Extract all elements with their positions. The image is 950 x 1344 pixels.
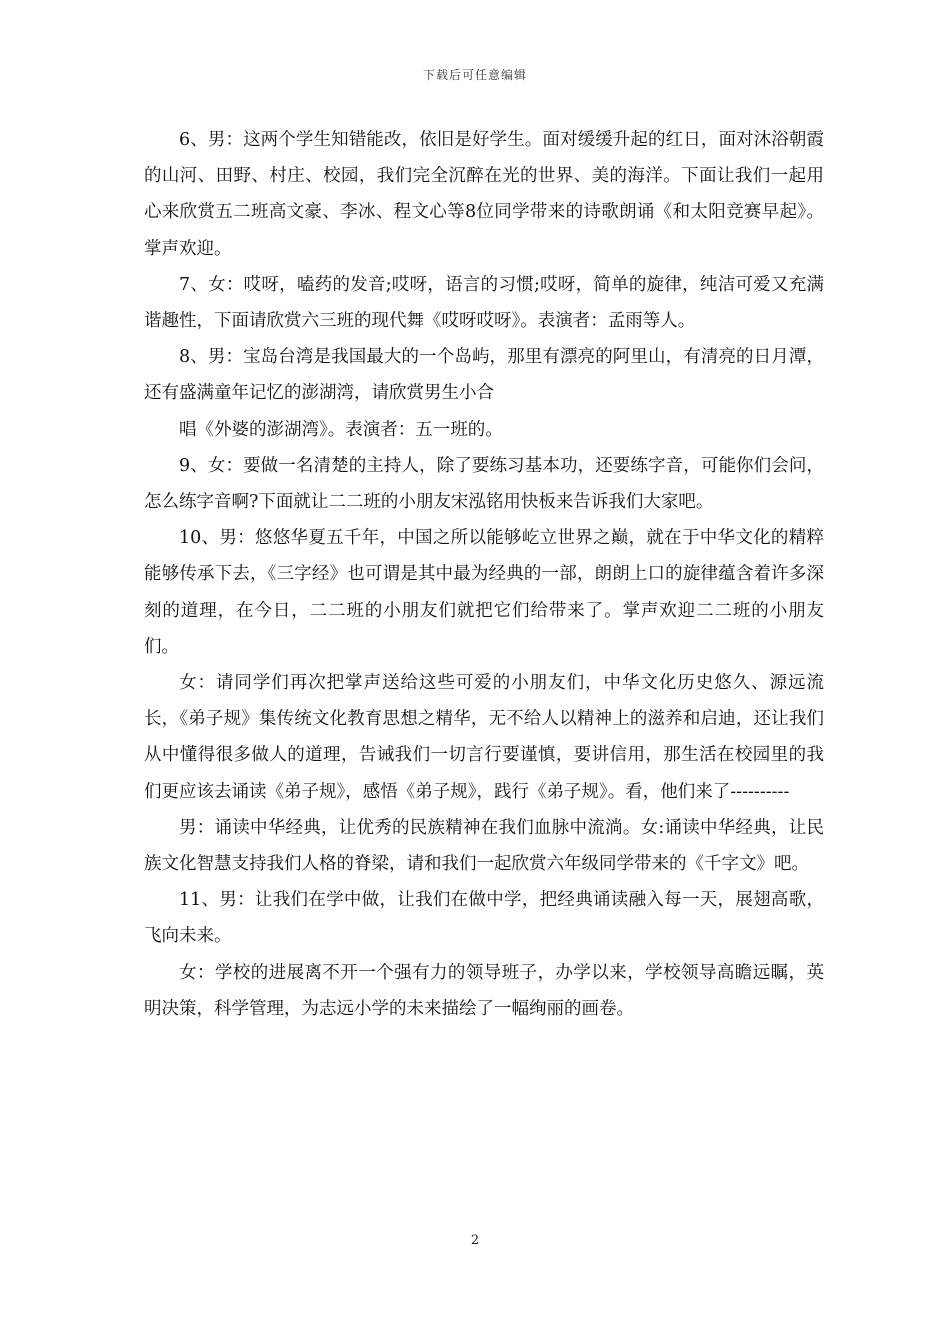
- page-number: 2: [470, 1233, 480, 1248]
- paragraph-8: 8、男：宝岛台湾是我国最大的一个岛屿，那里有漂亮的阿里山，有清亮的日月潭，还有盛满童年记忆的澎湖湾，请欣赏男生小合: [144, 347, 824, 404]
- page-header: 下载后可任意编辑: [422, 68, 527, 82]
- document-body: [144, 122, 824, 1027]
- paragraph-male-female-qianziwen: 男：诵读中华经典，让优秀的民族精神在我们血脉中流淌。女:诵读中华经典，让民族文化智慧支持我们人格的脊梁，请和我们一起欣赏六年级同学带来的《千字文》吧。: [144, 817, 824, 875]
- paragraph-7: 7、女：哎呀，嗑药的发音;哎呀，语言的习惯;哎呀，简单的旋律，纯洁可爱又充满谐趣性，下面请欣赏六三班的现代舞《哎呀哎呀》。表演者：孟雨等人。: [144, 274, 824, 332]
- paragraph-female-dizigui: 女：请同学们再次把掌声送给这些可爱的小朋友们，中华文化历史悠久、源远流长，《弟子规》集传统文化教育思想之精华，无不给人以精神上的滋养和启迪，还让我们从中懂得很多做人的道理，告诫我们一切言行要谨慎，要讲信用，那生活在校园里的我们更应该去诵读《弟子规》，感悟《弟子规》，践行《弟子规》。看，他们来了----------: [144, 673, 824, 802]
- paragraph-10: 10、男：悠悠华夏五千年，中国之所以能够屹立世界之巅，就在于中华文化的精粹能够传承下去，《三字经》也可谓是其中最为经典的一部，朗朗上口的旋律蕴含着许多深刻的道理，在今日，二二班的小朋友们就把它们给带来了。掌声欢迎二二班的小朋友们。: [144, 528, 824, 657]
- paragraph-8-continued: 唱《外婆的澎湖湾》。表演者：五一班的。: [179, 419, 503, 440]
- paragraph-female-leadership: 女：学校的进展离不开一个强有力的领导班子，办学以来，学校领导高瞻远瞩，英明决策，科学管理，为志远小学的未来描绘了一幅绚丽的画卷。: [144, 962, 824, 1019]
- paragraph-6: 6、男：这两个学生知错能改，依旧是好学生。面对缓缓升起的红日，面对沐浴朝霞的山河、田野、村庄、校园，我们完全沉醉在光的世界、美的海洋。下面让我们一起用心来欣赏五二班高文豪、李冰、程文心等8位同学带来的诗歌朗诵《和太阳竞赛早起》。掌声欢迎。: [144, 130, 824, 259]
- paragraph-9: 9、女：要做一名清楚的主持人，除了要练习基本功，还要练字音，可能你们会问，怎么练字音啊?下面就让二二班的小朋友宋泓铭用快板来告诉我们大家吧。: [144, 455, 824, 513]
- paragraph-11: 11、男：让我们在学中做，让我们在做中学，把经典诵读融入每一天，展翅高歌，飞向未来。: [144, 890, 824, 947]
